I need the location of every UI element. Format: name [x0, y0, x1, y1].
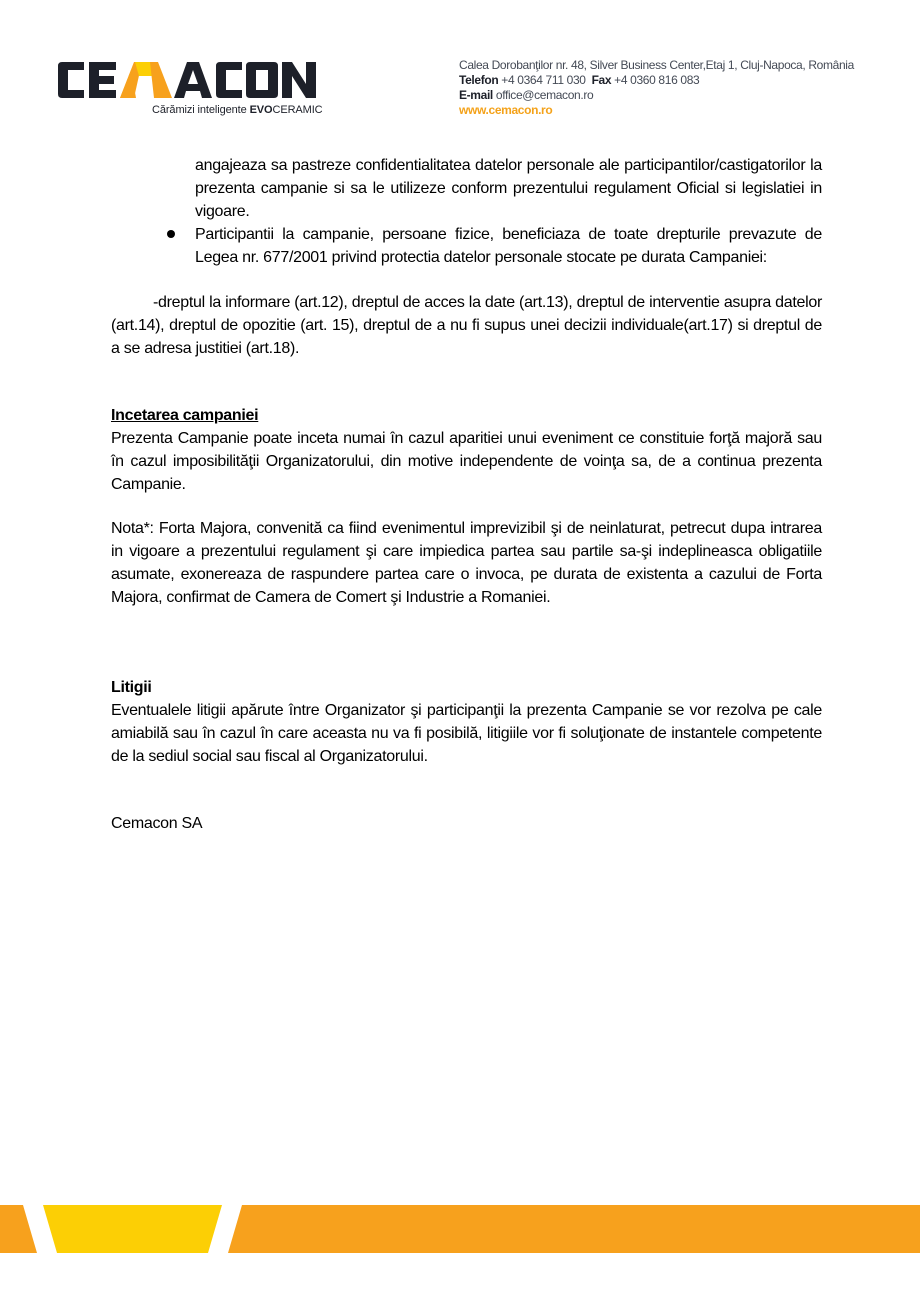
- cemacon-logo: [56, 60, 323, 120]
- tagline-bold: EVO: [249, 104, 273, 116]
- signature: Cemacon SA: [111, 815, 203, 832]
- litigii-paragraph: Eventualele litigii apărute între Organizator şi participanţii la prezenta Campanie se vor rezolva pe cale amiabilă sau în cazul în care aceasta nu va fi posibilă, litigiile vor fi soluţionate de instantele competente de la sediul social sau fiscal al Organizatorului.: [111, 702, 822, 765]
- email-label: E-mail: [459, 88, 493, 102]
- bullet-icon: [167, 230, 175, 238]
- tagline-prefix: Cărămizi inteligente: [152, 104, 250, 116]
- phone-fax-line: [459, 73, 854, 88]
- incetarea-paragraph: Prezenta Campanie poate inceta numai în cazul aparitiei unui eveniment ce constituie forţă majoră sau în cazul imposibilităţii Organizatorului, din motive independente de voinţa sa, de a continua prezenta Campanie.: [111, 430, 822, 493]
- contact-info: [459, 58, 854, 118]
- fax-value: +4 0360 816 083: [611, 73, 700, 87]
- section-heading-litigii: Litigii: [111, 679, 152, 696]
- phone-value: +4 0364 711 030: [498, 73, 586, 87]
- logo-tagline: [152, 104, 323, 116]
- phone-label: Telefon: [459, 73, 499, 87]
- fax-label: Fax: [591, 73, 612, 87]
- email-line: [459, 88, 854, 103]
- address-line: Calea Dorobanţilor nr. 48, Silver Business Center,Etaj 1, Cluj-Napoca, România: [459, 58, 854, 72]
- rights-paragraph: -dreptul la informare (art.12), dreptul de acces la date (art.13), dreptul de interventie asupra datelor (art.14), dreptul de opozitie (art. 15), dreptul de a nu fi supus unei decizii individuale(art.17) si dreptul de a se adresa justitiei (art.18).: [111, 294, 822, 357]
- cemacon-wordmark-icon: [56, 60, 318, 100]
- footer-stripe-icon: [0, 1205, 920, 1253]
- website-link[interactable]: www.cemacon.ro: [459, 103, 553, 117]
- tagline-suffix: CERAMIC: [272, 104, 323, 116]
- email-value[interactable]: office@cemacon.ro: [492, 88, 594, 102]
- section-heading-incetarea: Incetarea campaniei: [111, 407, 259, 424]
- continuation-paragraph: angajeaza sa pastreze confidentialitatea datelor personale ale participantilor/castigatorilor la prezenta campanie si sa le utilizeze conform prezentului regulament Oficial si legislatiei in vigoare.: [195, 157, 822, 220]
- nota-paragraph: Nota*: Forta Majora, convenită ca fiind evenimentul imprevizibil şi de neinlaturat, petrecut dupa intrarea in vigoare a prezentului regulament şi care impiedica partea sau partile sa-şi indeplineasca obligatiile asumate, exonereaza de raspundere partea care o invoca, pe durata de existenta a cazului de Forta Majora, confirmat de Camera de Comert şi Industrie a Romaniei.: [111, 520, 822, 606]
- bullet-paragraph: Participantii la campanie, persoane fizice, beneficiaza de toate drepturile prevazute de Legea nr. 677/2001 privind protectia datelor personale stocate pe durata Campaniei:: [195, 226, 822, 266]
